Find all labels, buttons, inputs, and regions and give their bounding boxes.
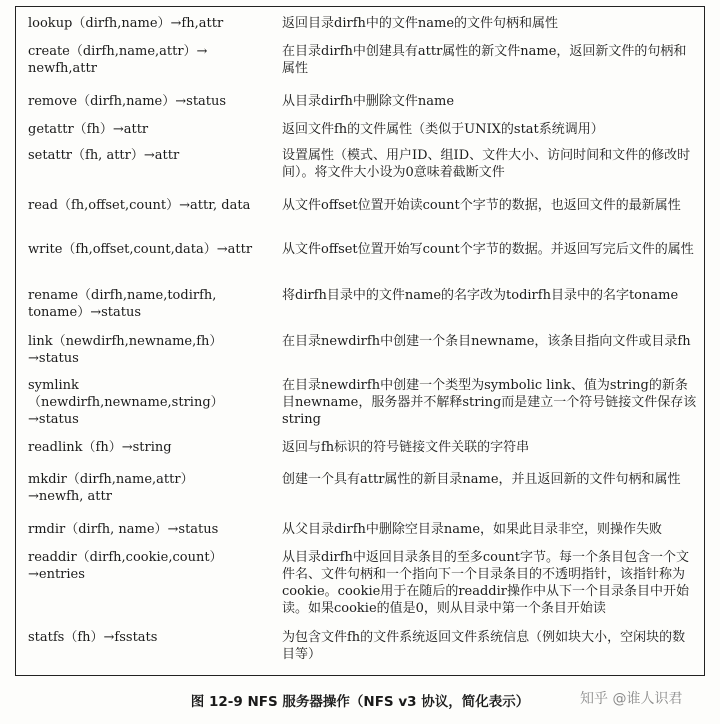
operation-description: 从文件offset位置开始写count个字节的数据。并返回写完后文件的属性 xyxy=(282,242,694,257)
operation-signature: link（newdirfh,newname,fh） →status xyxy=(28,334,223,366)
operation-signature: write（fh,offset,count,data）→attr xyxy=(28,242,253,257)
operation-description: 从目录dirfh中返回目录条目的至多count字节。每一个条目包含一个文件名、文件句柄和一个指向下一个目录条目的不透明指针，该指针称为cookie。cookie用于在随后的readdir操作中从下一个目录条目中开始读。如果cookie的值是0，则从目录中第一个条目开始读 xyxy=(282,550,689,616)
operation-signature: readlink（fh）→string xyxy=(28,440,172,455)
operation-description: 创建一个具有attr属性的新目录name，并且返回新的文件句柄和属性 xyxy=(282,472,681,487)
operation-signature: rename（dirfh,name,todirfh, toname）→status xyxy=(28,288,217,320)
operation-signature: rmdir（dirfh, name）→status xyxy=(28,522,219,537)
figure-caption: 图 12-9 NFS 服务器操作（NFS v3 协议，简化表示） xyxy=(190,694,530,710)
operation-signature: remove（dirfh,name）→status xyxy=(28,94,227,109)
operation-description: 在目录newdirfh中创建一个条目newname，该条目指向文件或目录fh xyxy=(282,334,691,349)
operation-description: 在目录dirfh中创建具有attr属性的新文件name，返回新文件的句柄和属性 xyxy=(282,44,687,76)
operation-signature: readdir（dirfh,cookie,count） →entries xyxy=(28,550,223,582)
operation-signature: lookup（dirfh,name）→fh,attr xyxy=(28,16,224,31)
operation-signature: symlink（newdirfh,newname,string） →status xyxy=(28,378,224,427)
operation-description: 从文件offset位置开始读count个字节的数据，也返回文件的最新属性 xyxy=(282,198,681,213)
operation-signature: setattr（fh, attr）→attr xyxy=(28,148,180,163)
operation-description: 从目录dirfh中删除文件name xyxy=(282,94,455,109)
operation-description: 将dirfh目录中的文件name的名字改为todirfh目录中的名字toname xyxy=(282,288,679,303)
operation-description: 设置属性（模式、用户ID、组ID、文件大小、访问时间和文件的修改时间）。将文件大小设为0意味着截断文件 xyxy=(282,148,691,180)
operation-description: 为包含文件fh的文件系统返回文件系统信息（例如块大小，空闲块的数目等） xyxy=(282,630,686,662)
operation-signature: create（dirfh,name,attr）→ newfh,attr xyxy=(28,44,208,76)
operation-description: 返回与fh标识的符号链接文件关联的字符串 xyxy=(282,440,530,455)
operation-description: 返回文件fh的文件属性（类似于UNIX的stat系统调用） xyxy=(282,122,604,137)
operation-description: 在目录newdirfh中创建一个类型为symbolic link、值为string的新条目newname，服务器并不解释string而是建立一个符号链接文件保存该string xyxy=(282,378,697,427)
operation-signature: getattr（fh）→attr xyxy=(28,122,149,137)
operation-signature: statfs（fh）→fsstats xyxy=(28,630,158,645)
operation-description: 从父目录dirfh中删除空目录name，如果此目录非空，则操作失败 xyxy=(282,522,663,537)
operation-signature: mkdir（dirfh,name,attr） →newfh, attr xyxy=(28,472,194,504)
nfs-operations-table xyxy=(15,6,705,676)
watermark: 知乎 @谁人识君 xyxy=(580,691,683,707)
operation-signature: read（fh,offset,count）→attr, data xyxy=(28,198,251,213)
operation-description: 返回目录dirfh中的文件name的文件句柄和属性 xyxy=(282,16,559,31)
